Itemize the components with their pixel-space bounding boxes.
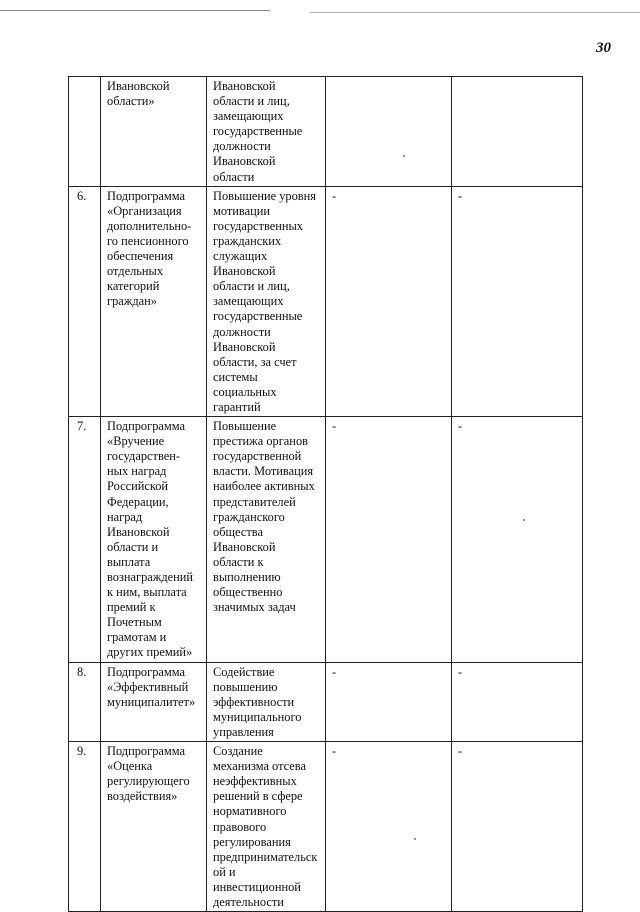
- page-number: 30: [596, 40, 611, 56]
- table-row: [69, 77, 583, 187]
- value-cell: -: [452, 186, 583, 416]
- row-number: 9.: [69, 742, 101, 912]
- subprogram-goal: Повышение престижа органов государственной власти. Мотивация наиболее активных представителей гражданского общества Ивановской области к выполнению общественно значимых задач: [207, 417, 326, 663]
- value-cell: -: [452, 417, 583, 663]
- subprogram-name: Ивановской области»: [101, 77, 207, 187]
- row-number: 6.: [69, 186, 101, 416]
- indicator-cell: -: [326, 417, 452, 663]
- subprogram-name: Подпрограмма «Эффективный муниципалитет»: [101, 662, 207, 741]
- value-cell: -: [452, 662, 583, 741]
- subprograms-table: [68, 76, 583, 912]
- scan-speck: [414, 838, 416, 840]
- indicator-cell: -: [326, 186, 452, 416]
- subprogram-name: Подпрограмма «Организация дополнительно- го пенсионного обеспечения отдельных категорий граждан»: [101, 186, 207, 416]
- subprogram-goal: Повышение уровня мотивации государственных гражданских служащих Ивановской области и лиц, замещающих государственные должности Ивановской области, за счет системы социальных гарантий: [207, 186, 326, 416]
- scan-top-line-left: [0, 10, 270, 11]
- value-cell: [452, 77, 583, 187]
- subprogram-goal: Содействие повышению эффективности муниципального управления: [207, 662, 326, 741]
- scan-top-line-right: [310, 12, 640, 13]
- subprogram-name: Подпрограмма «Оценка регулирующего воздействия»: [101, 742, 207, 912]
- scan-speck: [523, 519, 525, 521]
- table-row: [69, 186, 583, 416]
- table-row: [69, 662, 583, 741]
- row-number: 8.: [69, 662, 101, 741]
- indicator-cell: -: [326, 662, 452, 741]
- indicator-cell: [326, 77, 452, 187]
- row-number: [69, 77, 101, 187]
- value-cell: -: [452, 742, 583, 912]
- table-row: [69, 742, 583, 912]
- subprogram-goal: Создание механизма отсева неэффективных решений в сфере нормативного правового регулирования предпринимательск ой и инвестиционной деятельности: [207, 742, 326, 912]
- subprogram-goal: Ивановской области и лиц, замещающих государственные должности Ивановской области: [207, 77, 326, 187]
- row-number: 7.: [69, 417, 101, 663]
- scan-speck: [403, 155, 405, 157]
- indicator-cell: -: [326, 742, 452, 912]
- table-row: [69, 417, 583, 663]
- subprogram-name: Подпрограмма «Вручение государствен- ных наград Российской Федерации, наград Ивановской области и выплата вознаграждений к ним, выплата премий к Почетным грамотам и других премий»: [101, 417, 207, 663]
